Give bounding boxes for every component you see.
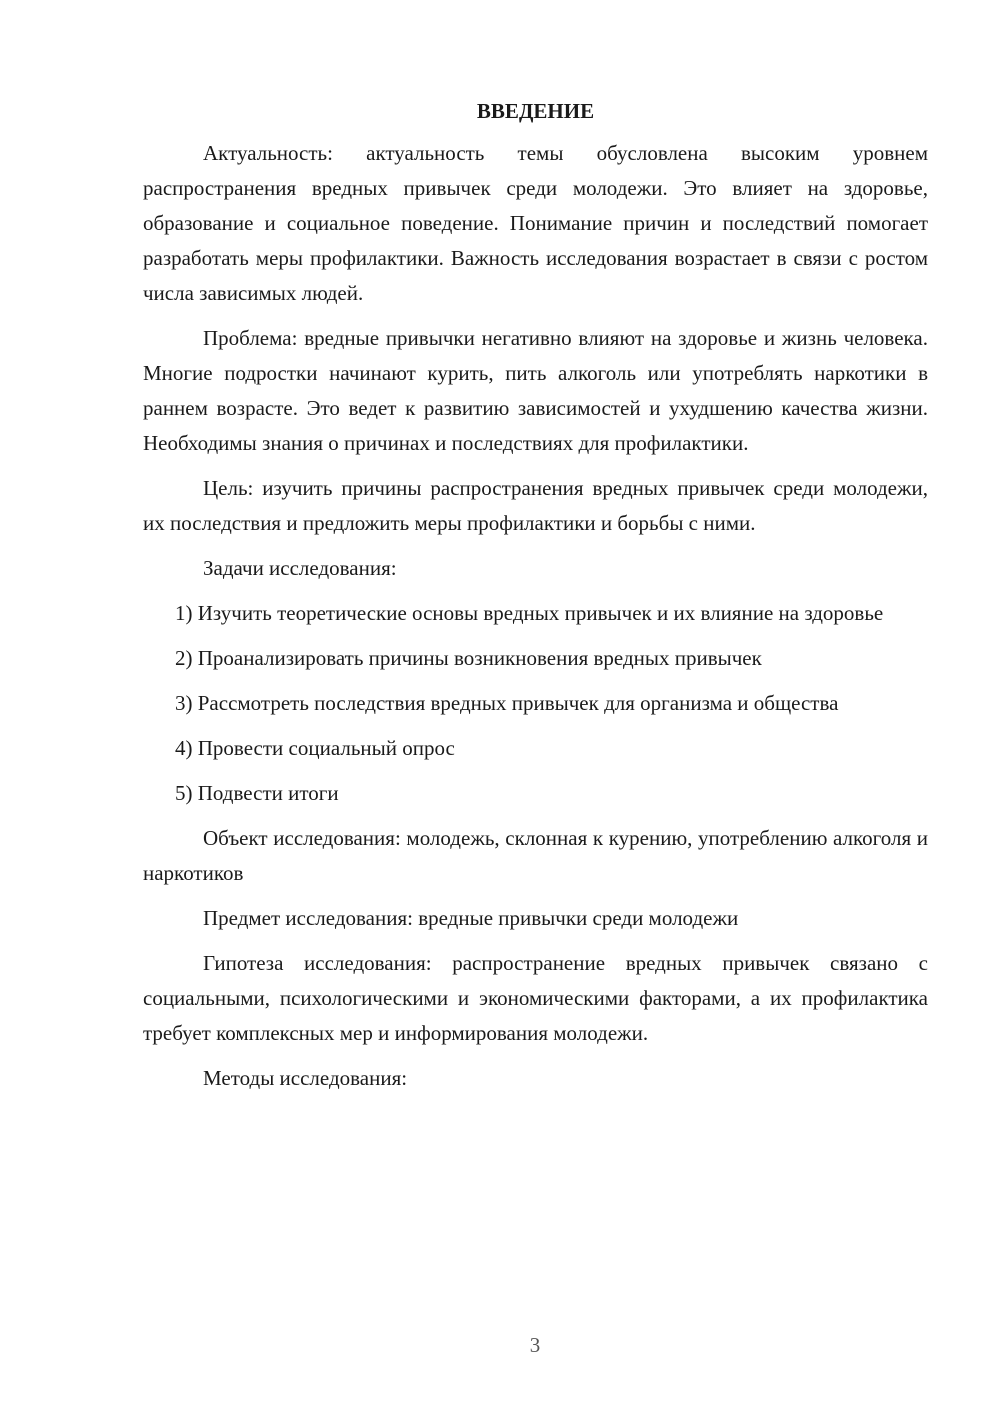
subject-paragraph: Предмет исследования: вредные привычки среди молодежи — [203, 906, 739, 930]
tasks-heading: Задачи исследования: — [203, 556, 397, 580]
task-item-2: 2) Проанализировать причины возникновения вредных привычек — [175, 646, 762, 670]
task-item-1: 1) Изучить теоретические основы вредных привычек и их влияние на здоровье — [175, 601, 884, 625]
hypothesis-paragraph: Гипотеза исследования: распространение вредных привычек связано с социальными, психологическими и экономическими факторами, а их профилактика требует комплексных мер и информирования молодежи. — [143, 951, 928, 1045]
object-paragraph: Объект исследования: молодежь, склонная к курению, употреблению алкоголя и наркотиков — [143, 826, 928, 885]
relevance-paragraph: Актуальность: актуальность темы обусловлена высоким уровнем распространения вредных привычек среди молодежи. Это влияет на здоровье, образование и социальное поведение. Понимание причин и последствий помогает разработать меры профилактики. Важность исследования возрастает в связи с ростом числа зависимых людей. — [143, 141, 928, 305]
methods-heading: Методы исследования: — [203, 1066, 408, 1090]
task-item-4: 4) Провести социальный опрос — [175, 736, 455, 760]
page-number: 3 — [529, 1333, 541, 1357]
document-page — [143, 96, 928, 1106]
goal-paragraph: Цель: изучить причины распространения вредных привычек среди молодежи, их последствия и предложить меры профилактики и борьбы с ними. — [143, 476, 928, 535]
section-title: ВВЕДЕНИЕ — [476, 99, 595, 123]
task-item-3: 3) Рассмотреть последствия вредных привычек для организма и общества — [175, 691, 839, 715]
problem-paragraph: Проблема: вредные привычки негативно влияют на здоровье и жизнь человека. Многие подростки начинают курить, пить алкоголь или употреблять наркотики в раннем возрасте. Это ведет к развитию зависимостей и ухудшению качества жизни. Необходимы знания о причинах и последствиях для профилактики. — [143, 326, 928, 455]
task-item-5: 5) Подвести итоги — [175, 781, 339, 805]
